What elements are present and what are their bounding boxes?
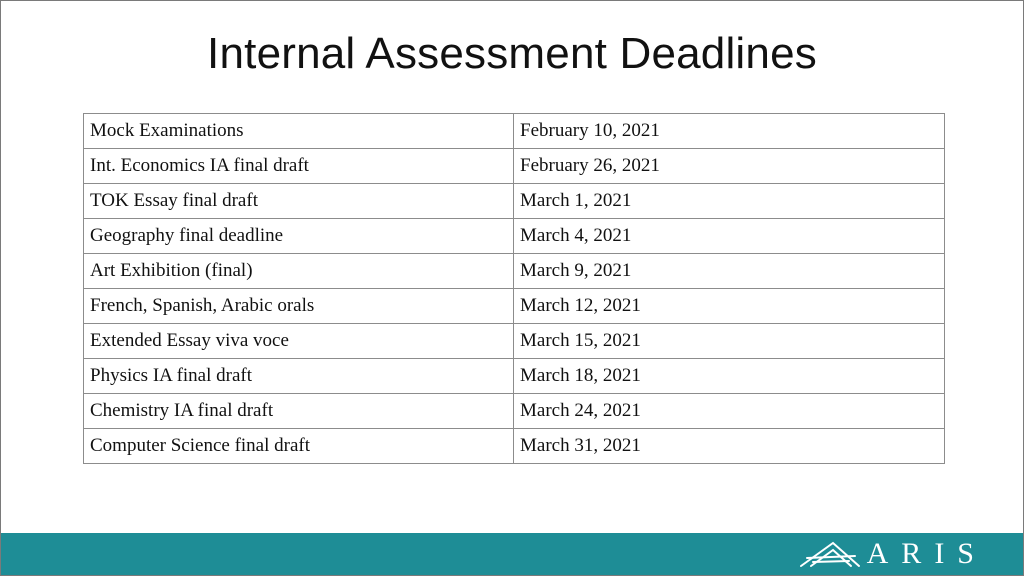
- table-row: [84, 184, 945, 219]
- task-cell: Art Exhibition (final): [84, 254, 514, 289]
- deadlines-table: [83, 113, 945, 464]
- table-row: [84, 149, 945, 184]
- date-cell: March 18, 2021: [514, 359, 945, 394]
- task-cell: Physics IA final draft: [84, 359, 514, 394]
- task-cell: Computer Science final draft: [84, 429, 514, 464]
- table-row: [84, 324, 945, 359]
- date-cell: March 12, 2021: [514, 289, 945, 324]
- aris-logo-text: ARIS: [866, 537, 987, 570]
- table-row: [84, 219, 945, 254]
- aris-logo: [799, 533, 987, 575]
- table-row: [84, 394, 945, 429]
- date-cell: March 9, 2021: [514, 254, 945, 289]
- date-cell: February 10, 2021: [514, 114, 945, 149]
- date-cell: March 31, 2021: [514, 429, 945, 464]
- task-cell: Mock Examinations: [84, 114, 514, 149]
- footer-bar: [1, 533, 1023, 575]
- task-cell: French, Spanish, Arabic orals: [84, 289, 514, 324]
- table-row: [84, 429, 945, 464]
- page-title: Internal Assessment Deadlines: [207, 29, 817, 78]
- date-cell: March 15, 2021: [514, 324, 945, 359]
- table-row: [84, 359, 945, 394]
- task-cell: Extended Essay viva voce: [84, 324, 514, 359]
- task-cell: Geography final deadline: [84, 219, 514, 254]
- date-cell: March 24, 2021: [514, 394, 945, 429]
- date-cell: February 26, 2021: [514, 149, 945, 184]
- aris-logo-mark-icon: [799, 539, 861, 569]
- task-cell: Int. Economics IA final draft: [84, 149, 514, 184]
- table-row: [84, 289, 945, 324]
- table-row: [84, 114, 945, 149]
- task-cell: TOK Essay final draft: [84, 184, 514, 219]
- date-cell: March 1, 2021: [514, 184, 945, 219]
- task-cell: Chemistry IA final draft: [84, 394, 514, 429]
- table-row: [84, 254, 945, 289]
- date-cell: March 4, 2021: [514, 219, 945, 254]
